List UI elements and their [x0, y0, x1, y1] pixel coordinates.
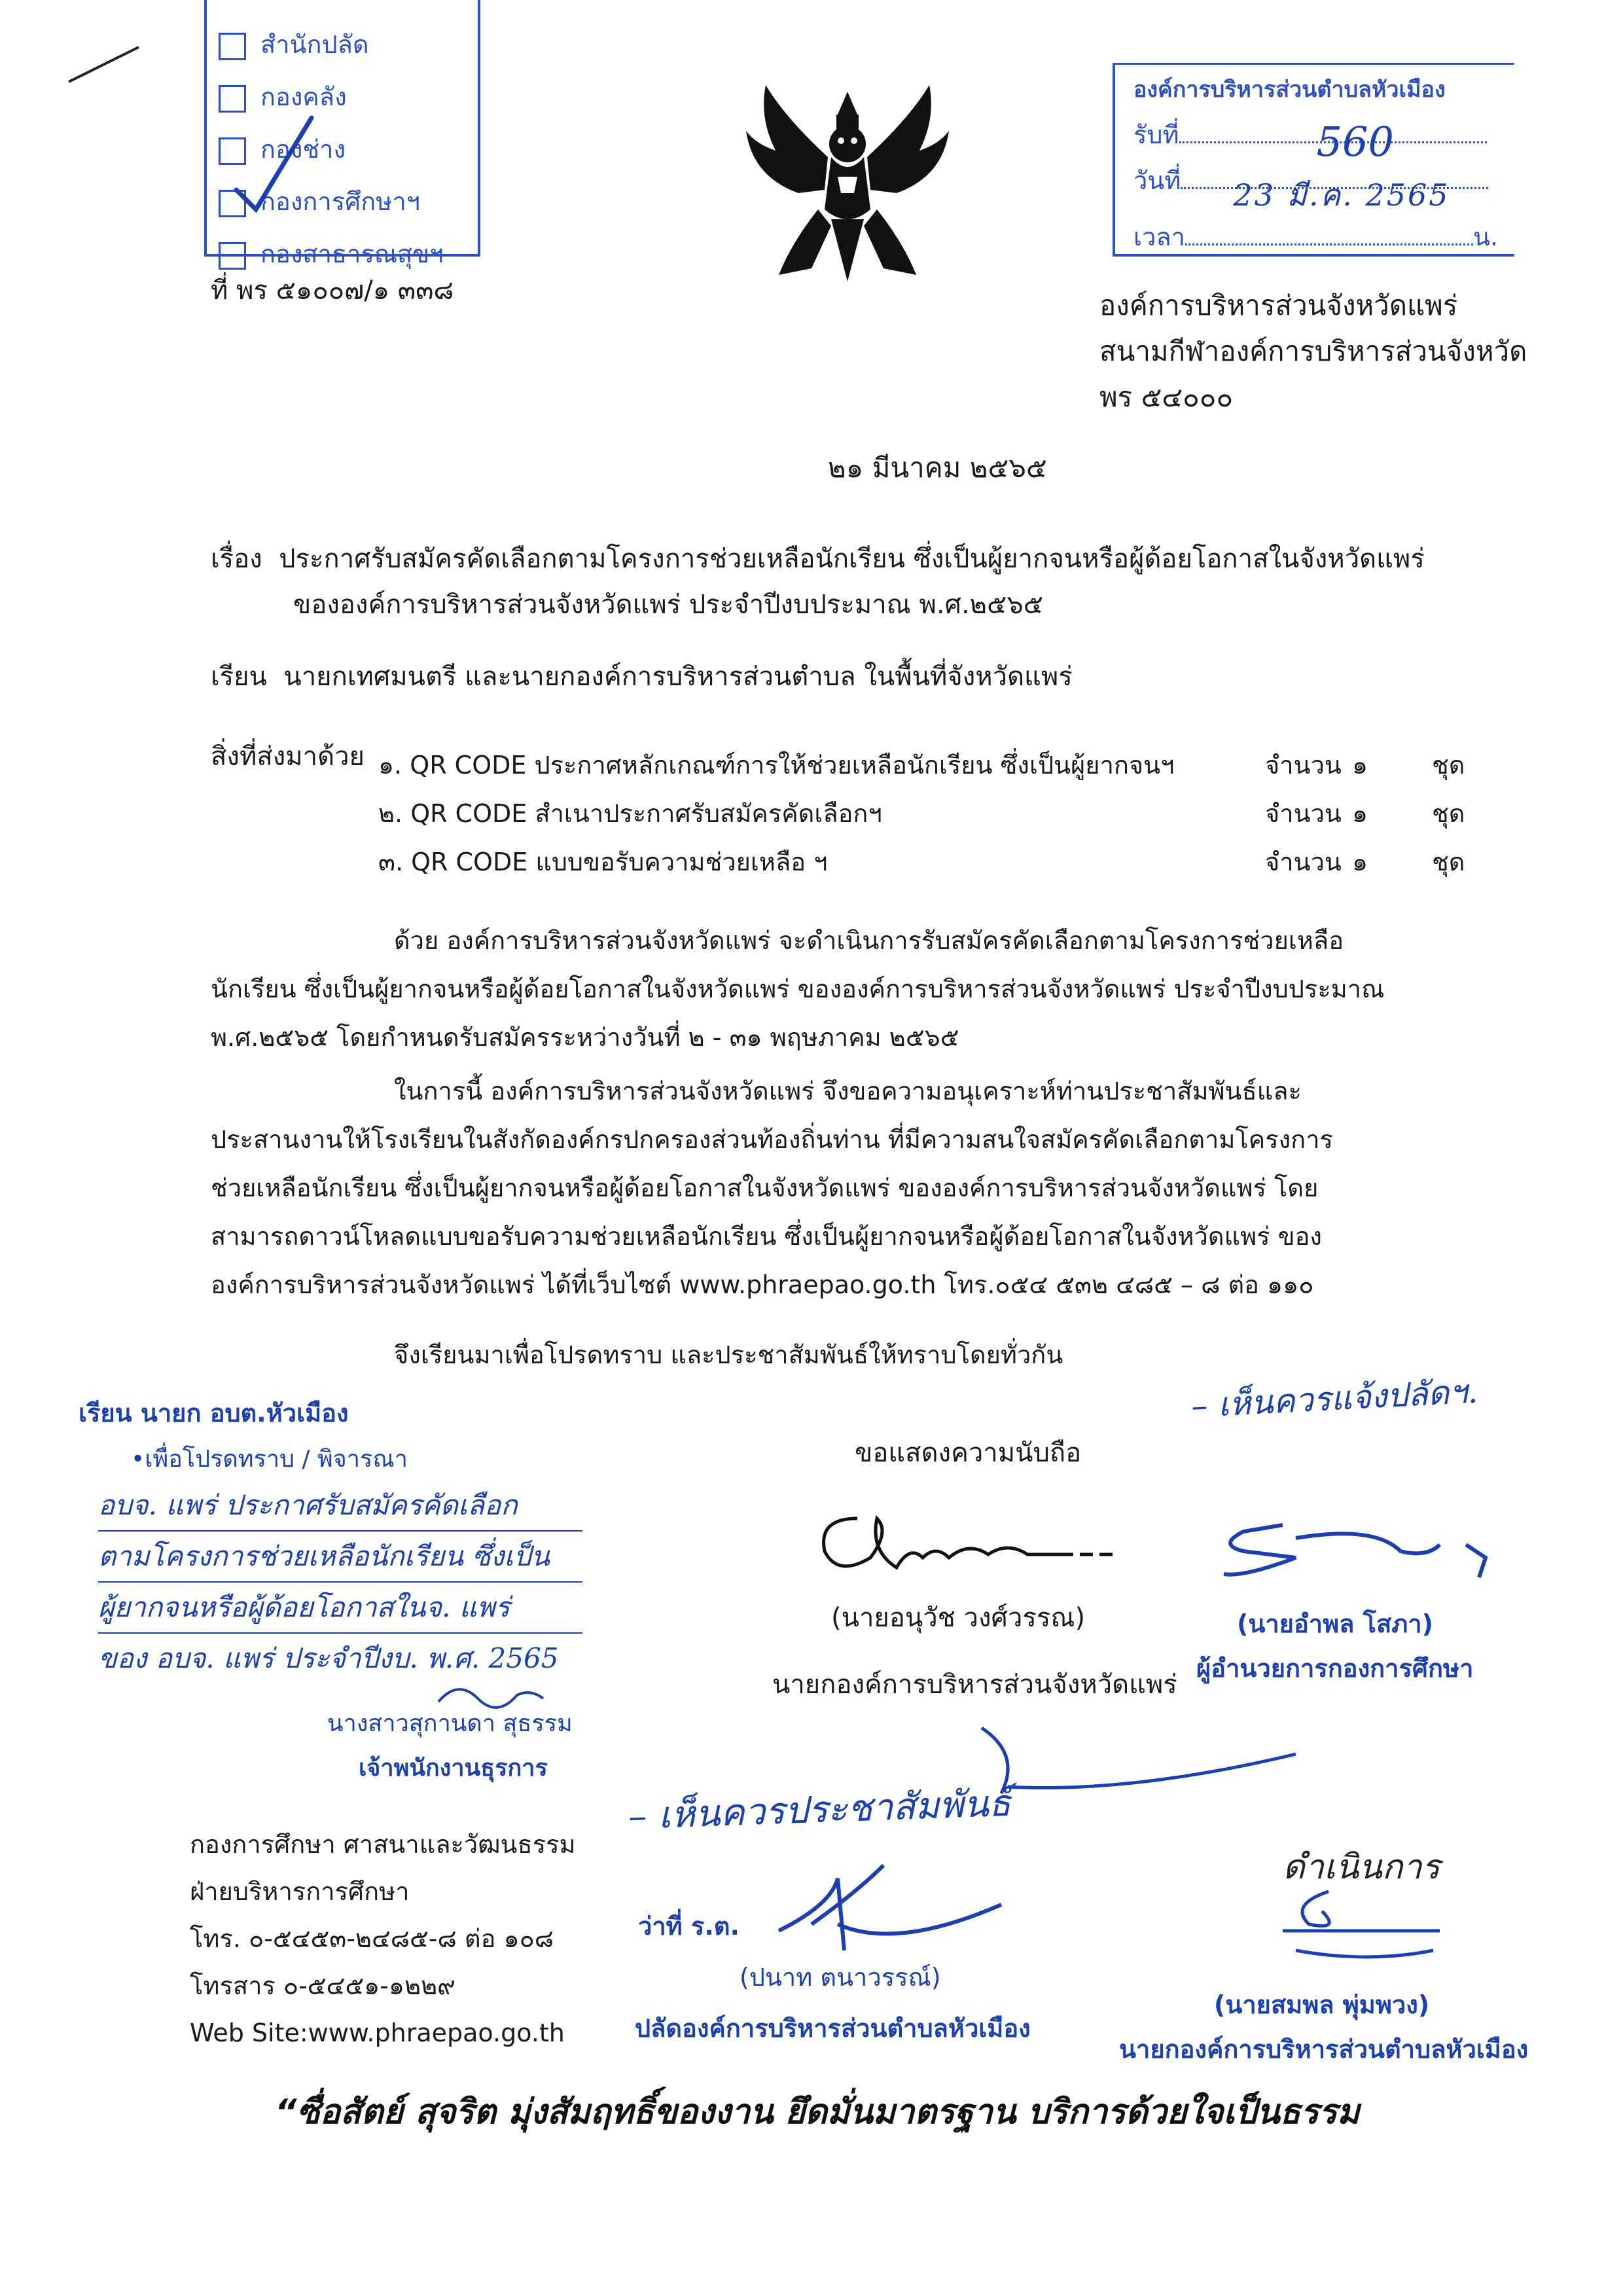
deputy-signature	[753, 1852, 1014, 1964]
signer-title: นายกองค์การบริหารส่วนจังหวัดแพร่	[772, 1670, 1177, 1700]
body-paragraph-2: ในการนี้ องค์การบริหารส่วนจังหวัดแพร่ จึงขอความอนุเคราะห์ท่านประชาสัมพันธ์และ ประสานงานให้โรงเรียนในสังกัดองค์กรปกครองส่วนท้องถิ่นท่าน ที่มีความสนใจสมัครคัดเลือกตามโครงการ ช่วยเหลือนักเรียน ซึ่งเป็นผู้ยากจนหรือผู้ด้อยโอกาสในจังหวัดแพร่ ขององค์การบริหารส่วนจังหวัดแพร่ โดย สามารถดาวน์โหลดแบบขอรับความช่วยเหลือนักเรียน ซึ่งเป็นผู้ยากจนหรือผู้ด้อยโอกาสในจังหวัดแพร่ ของ องค์การบริหารส่วนจังหวัดแพร่ ได้ที่เว็บไซต์ www.phraepao.go.th โทร.๐๕๔ ๕๓๒ ๔๘๕ – ๘ ต่อ ๑๑๐	[211, 1077, 1333, 1299]
receive-stamp-org: องค์การบริหารส่วนตำบลหัวเมือง	[1133, 77, 1446, 103]
deputy-initial-signature	[903, 1715, 1309, 1826]
edu-director-name: (นายอำพล โสภา)	[1237, 1609, 1434, 1638]
receive-stamp	[1113, 63, 1514, 257]
clerk-title: เจ้าพนักงานธุรการ	[359, 1755, 548, 1782]
checkbox-icon	[219, 85, 246, 113]
memo-handwriting: อบจ. แพร่ ประกาศรับสมัครคัดเลือก ตามโครงการช่วยเหลือนักเรียน ซึ่งเป็น ผู้ยากจนหรือผู้ด้อยโอกาสในจ. แพร่ ของ อบจ. แพร่ ประจำปีงบ. พ.ศ. 2565	[98, 1480, 582, 1683]
mayor-signature	[1270, 1885, 1466, 1970]
enclosure-label: สิ่งที่ส่งมาด้วย	[211, 742, 365, 772]
signer-name: (นายอนุวัช วงศ์วรรณ)	[831, 1603, 1086, 1633]
mayor-name: (นายสมพล พุ่มพวง)	[1214, 1990, 1430, 2019]
received-date-value: 23 มี.ค. 2565	[1233, 177, 1450, 213]
motto: “ซื่อสัตย์ สุจริต มุ่งสัมฤทธิ์ของงาน ยึดมั่นมาตรฐาน บริการด้วยใจเป็นธรรม	[275, 2092, 1360, 2132]
garuda-emblem-icon	[740, 79, 955, 288]
letter-date: ๒๑ มีนาคม ๒๕๖๕	[828, 452, 1047, 484]
subject-line: เรื่อง ประกาศรับสมัครคัดเลือกตามโครงการช่วยเหลือนักเรียน ซึ่งเป็นผู้ยากจนหรือผู้ด้อยโอกาสในจังหวัดแพร่	[211, 544, 1425, 574]
time-row: เวลา น.	[1133, 223, 1499, 251]
edu-director-title: ผู้อำนวยการกองการศึกษา	[1196, 1654, 1474, 1683]
enclosure-item: ๑. QR CODE ประกาศหลักเกณฑ์การให้ช่วยเหลือนักเรียน ซึ่งเป็นผู้ยากจนฯ จำนวน ๑ ชุด	[378, 751, 1465, 780]
president-signature	[812, 1505, 1139, 1590]
memo-header: เรียน นายก อบต.หัวเมือง	[79, 1399, 349, 1427]
office-contact: กองการศึกษา ศาสนาและวัฒนธรรม ฝ่ายบริหารการศึกษา โทร. ๐-๕๔๕๓-๒๔๘๕-๘ ต่อ ๑๐๘ โทรสาร ๐-๕๔๕๑-๑๒๒๙ Web Site:www.phraepao.go.th	[190, 1830, 576, 2047]
dept-item: กองการศึกษาฯ	[219, 175, 444, 228]
memo-bullet: •เพื่อโปรดทราบ / พิจารณา	[131, 1446, 408, 1473]
pen-mark	[65, 39, 144, 92]
mayor-handwritten-note: ดำเนินการ	[1283, 1848, 1440, 1887]
edu-director-signature	[1204, 1512, 1505, 1590]
enclosure-item: ๓. QR CODE แบบขอรับความช่วยเหลือ ฯ จำนวน ๑ ชุด	[378, 848, 1465, 876]
date-row: วันที่ 23 มี.ค. 2565	[1133, 160, 1488, 200]
dept-item: สำนักปลัด	[219, 18, 444, 71]
receive-no-row: รับที่ 560	[1133, 115, 1487, 154]
check-mark-icon	[220, 111, 325, 223]
acting-label: ว่าที่ ร.ต.	[638, 1912, 740, 1941]
enclosure-list	[378, 741, 1491, 886]
closing-phrase: ขอแสดงความนับถือ	[855, 1438, 1082, 1468]
subject-line-2: ขององค์การบริหารส่วนจังหวัดแพร่ ประจำปีงบประมาณ พ.ศ.๒๕๖๕	[293, 590, 1043, 620]
mayor-title: นายกองค์การบริหารส่วนตำบลหัวเมือง	[1119, 2035, 1529, 2064]
department-routing-stamp	[204, 0, 480, 268]
body-paragraph-1: ด้วย องค์การบริหารส่วนจังหวัดแพร่ จะดำเนินการรับสมัครคัดเลือกตามโครงการช่วยเหลือ นักเรียน ซึ่งเป็นผู้ยากจนหรือผู้ด้อยโอกาสในจังหวัดแพร่ ขององค์การบริหารส่วนจังหวัดแพร่ ประจำปีงบประมาณ พ.ศ.๒๕๖๕ โดยกำหนดรับสมัครระหว่างวันที่ ๒ - ๓๑ พฤษภาคม ๒๕๖๕	[211, 926, 1385, 1052]
checkbox-icon	[219, 33, 246, 60]
handwritten-note: – เห็นควรแจ้งปลัดฯ.	[1190, 1372, 1479, 1426]
closing-paragraph: จึงเรียนมาเพื่อโปรดทราบ และประชาสัมพันธ์ให้ทราบโดยทั่วกัน	[394, 1340, 1063, 1369]
enclosure-item: ๒. QR CODE สำเนาประกาศรับสมัครคัดเลือกฯ จำนวน ๑ ชุด	[378, 799, 1465, 828]
recipient-line: เรียน นายกเทศมนตรี และนายกองค์การบริหารส่วนตำบล ในพื้นที่จังหวัดแพร่	[211, 662, 1073, 692]
reference-number: ที่ พร ๕๑๐๐๗/๑ ๓๓๘	[211, 276, 454, 306]
deputy-handwritten-note: – เห็นควรประชาสัมพันธ์	[628, 1782, 1012, 1839]
clerk-name: นางสาวสุกานดา สุธรรม	[327, 1710, 573, 1737]
deputy-name: (ปนาท ตนาวรรณ์)	[740, 1963, 941, 1992]
dept-item: กองสาธารณสุขฯ	[219, 228, 444, 280]
dept-item: กองช่าง	[219, 123, 444, 175]
checkbox-icon	[219, 242, 246, 270]
dept-item: กองคลัง	[219, 71, 444, 123]
sender-address: องค์การบริหารส่วนจังหวัดแพร่ สนามกีฬาองค์การบริหารส่วนจังหวัด พร ๕๔๐๐๐	[1099, 289, 1527, 413]
deputy-title: ปลัดองค์การบริหารส่วนตำบลหัวเมือง	[635, 2014, 1031, 2043]
received-no-value: 560	[1316, 118, 1394, 166]
